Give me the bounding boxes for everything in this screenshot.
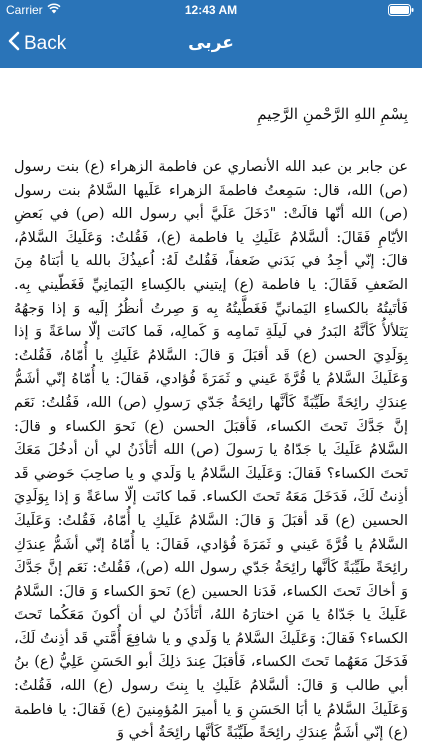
battery-icon (388, 4, 414, 19)
basmala-text: بِسْمِ اللهِ الرَّحْمنِ الرَّحِيمِ (257, 105, 408, 123)
navigation-bar (0, 20, 422, 68)
status-time: 12:43 AM (184, 3, 238, 17)
page-title: عربی (188, 33, 234, 53)
back-label: Back (24, 33, 67, 54)
dua-text-view[interactable] (14, 68, 408, 750)
status-bar (0, 0, 422, 20)
chevron-left-icon (8, 31, 20, 57)
back-button[interactable] (8, 28, 66, 60)
carrier-label: Carrier (6, 3, 43, 17)
dua-body-text: عن جابر بن عبد الله الأنصاري عن فاطمة الزهراء (ع) بنت رسول (ص) الله، قال: سَمِعتُ فاطمةَ الزهراء عَلَيها السَّلامُ بنت رسول (ص) الله أنّها قالَتْ: "دَخَلَ عَلَيَّ أبي رسول الله (ص) في بَعضِ الأيّامِ فَقَالَ: ألسَّلامُ عَلَيكِ يا فاطمة (ع)، فَقُلتُ: وَعَلَيكَ السَّلامُ، قالَ: إنّي أجِدُ في بَدَني ضَعفاً، فَقُلتُ لَهُ: اُعيذُكَ بالله يا أبَتاهُ مِنَ الضَعفِ فَقَالَ: يا فاطمة (ع) إيتيني بالكِساءِ اليَمانِيِّ فَغَطّيني بِه. فَأتَيتُهُ بالكساءِ اليَمانيِّ فَغَطَّيتُهُ بِه وَ صِرتُ أنظُرُ إلَيه وَ إذا وَجهُهُ يَتَلألأُ كَأنَّهُ البَدرُ في لَيلَةِ تَمامِه وَ كَمالِه، فَما كانَت إلّا ساعَةً وَ إذا بِوَلَدِيَ الحسن (ع) قَد أقبَلَ وَ قالَ: السَّلامُ عَلَيكِ يا أُمّاهُ، فَقُلتُ: وَعَلَيكَ السَّلامُ يا قُرَّةَ عَيني و ثَمَرَةَ فُؤادي، فَقالَ: يا أُمّاهُ إنّي أشَمُّ عِندَكِ رائِحَةً طَيِّبَةً كَأنَّها رائِحَةُ جَدّي رَسولِ (ص) الله، فَقُلتُ: نَعَم إنَّ جَدَّكَ تَحتَ الكساء، فَأقبَلَ الحسن (ع) نَحوَ الكساء و قالَ: السَّلامُ عَلَيكَ يا جَدّاهُ يا رَسولَ (ص) الله أتَأذَنُ لي أن أدخُلَ مَعَكَ تَحتَ الكساء؟ فَقالَ: وَعَلَيكَ السَّلامُ يا وَلَدي و يا صاحِبَ حَوضي قَد أذِنتُ لَكَ، فَدَخَلَ مَعَهُ تَحتَ الكساء. فَما كانَت إلّا ساعَةً وَ إذا بِوَلَدِيَ الحسين (ع) قَد أقبَلَ وَ قالَ: السَّلامُ عَلَيكِ يا أُمّاهُ، فَقُلتُ: وَعَلَيكَ السَّلامُ يا قُرَّةَ عَيني و ثَمَرَةَ فُؤادي، فَقالَ: يا أُمّاهُ إنّي أشَمُّ عِندَكِ رائِحَةً طَيِّبَةً كَأنَّها رائِحَةُ جَدّي رسول الله (ص)، فَقُلتُ: نَعَم إنَّ جَدَّكَ وَ أخاكَ تَحتَ الكساء، فَدَنا الحسين (ع) نَحوَ الكساء وَ قالَ: السَّلامُ عَلَيكَ يا جَدّاهُ يا مَنِ اختارَهُ اللهُ، أتَأذَنُ لي أن أكونَ مَعَكُما تَحتَ الكساء؟ فَقالَ: وَعَلَيكَ السَّلامُ يا وَلَدي و يا شافِعَ أُمَّتي قَد أذِنتُ لَكَ، فَدَخَلَ مَعَهُما تَحتَ الكساء، فَأقبَلَ عِندَ ذلِكَ أبو الحَسَنِ عَلِيُّ (ع) بنُ أبي طالب وَ قالَ: ألسَّلامُ عَلَيكِ يا بِنتَ رسول (ع) الله، فَقُلتُ: وَعَلَيكَ السَّلامُ يا أبَا الحَسَنِ وَ يا أميرَ المُؤمِنينَ (ع) فَقالَ: يا فاطمة (ع) إنّي أشَمُّ عِندَكِ رائِحَةً طَيِّبَةً كَأنَّها رائِحَةُ أخي وَ (14, 159, 408, 742)
